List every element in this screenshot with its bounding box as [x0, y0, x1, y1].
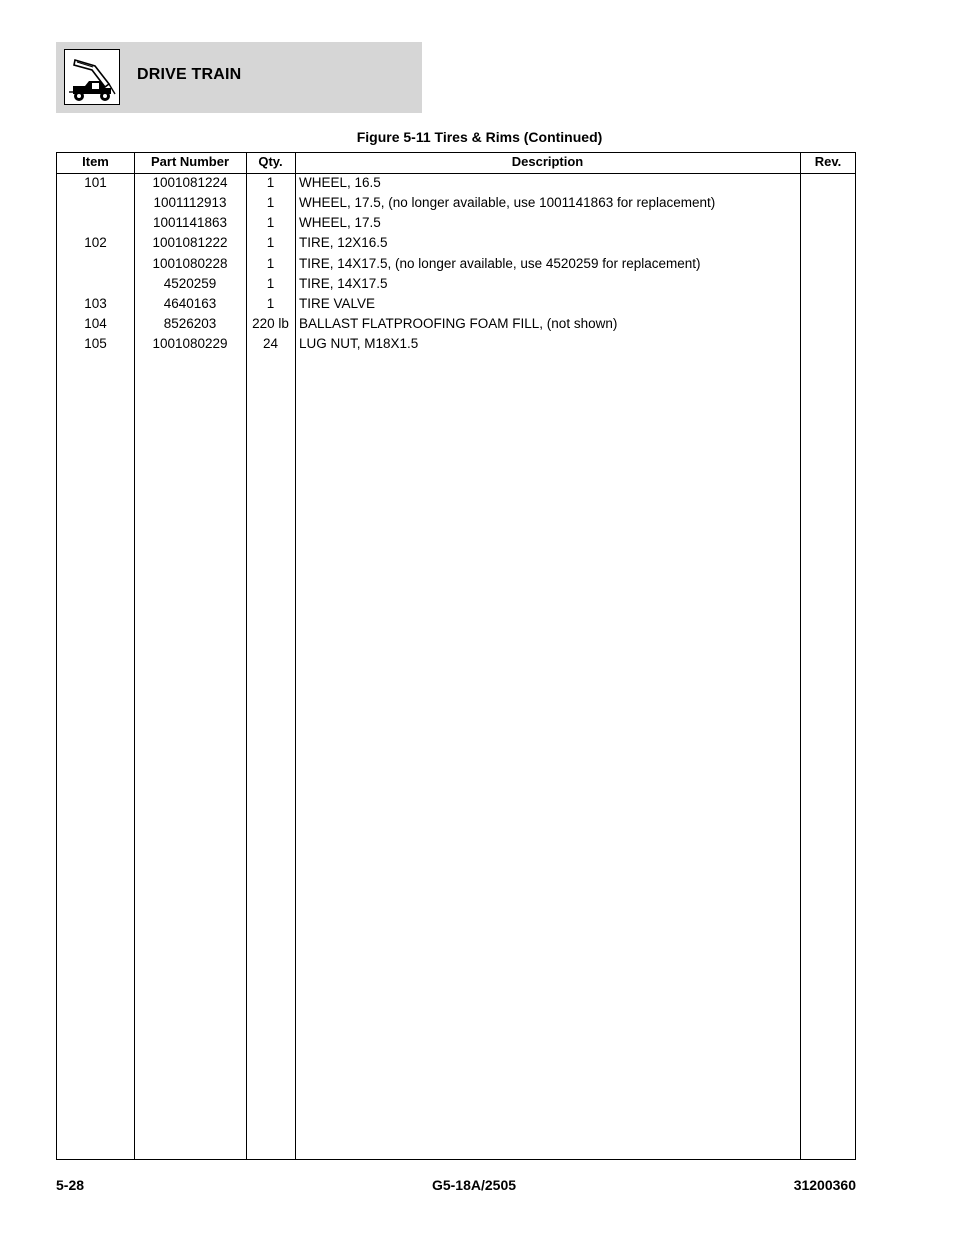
model-number: G5-18A/2505: [431, 1177, 517, 1193]
qty-cell: 1: [266, 255, 275, 271]
figure-title: Figure 5-11 Tires & Rims (Continued): [356, 129, 603, 145]
description-cell: WHEEL, 17.5: [299, 215, 381, 231]
table-row: [57, 254, 855, 274]
description-cell: LUG NUT, M18X1.5: [299, 336, 419, 352]
column-header-item: Item: [82, 154, 109, 169]
part-number-cell: 1001112913: [153, 195, 227, 211]
item-cell: 105: [84, 336, 107, 352]
table-row: [57, 213, 855, 233]
qty-cell: 1: [266, 275, 275, 291]
column-header-qty: Qty.: [258, 154, 283, 169]
qty-cell: 1: [266, 195, 275, 211]
telehandler-icon: [65, 50, 119, 104]
column-header-rev: Rev.: [814, 154, 842, 169]
item-cell: 101: [84, 175, 107, 190]
part-number-cell: 1001080228: [152, 255, 228, 271]
table-row: [57, 334, 855, 354]
parts-table: [56, 152, 856, 1160]
table-row: [57, 173, 855, 193]
item-cell: 102: [84, 235, 107, 251]
logo-box: [64, 49, 120, 105]
part-number-cell: 1001081222: [152, 235, 228, 251]
table-row: [57, 294, 855, 314]
part-number-cell: 4640163: [163, 295, 217, 311]
table-row: [57, 233, 855, 253]
part-number-cell: 1001141863: [152, 215, 228, 231]
column-header-description: Description: [511, 154, 584, 169]
table-body: [57, 173, 855, 354]
table-row: [57, 274, 855, 294]
qty-cell: 1: [266, 175, 275, 190]
description-cell: WHEEL, 17.5, (no longer available, use 1001141863 for replacement): [299, 195, 716, 211]
table-row: [57, 314, 855, 334]
table-row: [57, 193, 855, 213]
qty-cell: 1: [266, 235, 275, 251]
qty-cell: 24: [262, 336, 279, 352]
section-title: DRIVE TRAIN: [137, 66, 242, 83]
page-number: 5-28: [56, 1177, 85, 1193]
qty-cell: 220 lb: [252, 315, 289, 331]
description-cell: TIRE, 12X16.5: [299, 235, 388, 251]
column-header-part-number: Part Number: [150, 154, 230, 169]
description-cell: WHEEL, 16.5: [299, 175, 381, 190]
header-band: [56, 42, 422, 113]
qty-cell: 1: [266, 215, 275, 231]
part-number-cell: 1001081224: [152, 175, 228, 190]
part-number-cell: 4520259: [163, 275, 217, 291]
part-number-cell: 1001080229: [152, 336, 228, 352]
description-cell: BALLAST FLATPROOFING FOAM FILL, (not shown): [299, 315, 618, 331]
description-cell: TIRE, 14X17.5, (no longer available, use 4520259 for replacement): [299, 255, 701, 271]
description-cell: TIRE, 14X17.5: [299, 275, 388, 291]
item-cell: 104: [84, 315, 107, 331]
description-cell: TIRE VALVE: [299, 295, 376, 311]
item-cell: 103: [84, 295, 107, 311]
qty-cell: 1: [266, 295, 275, 311]
part-number-cell: 8526203: [163, 315, 217, 331]
document-number: 31200360: [793, 1177, 856, 1193]
